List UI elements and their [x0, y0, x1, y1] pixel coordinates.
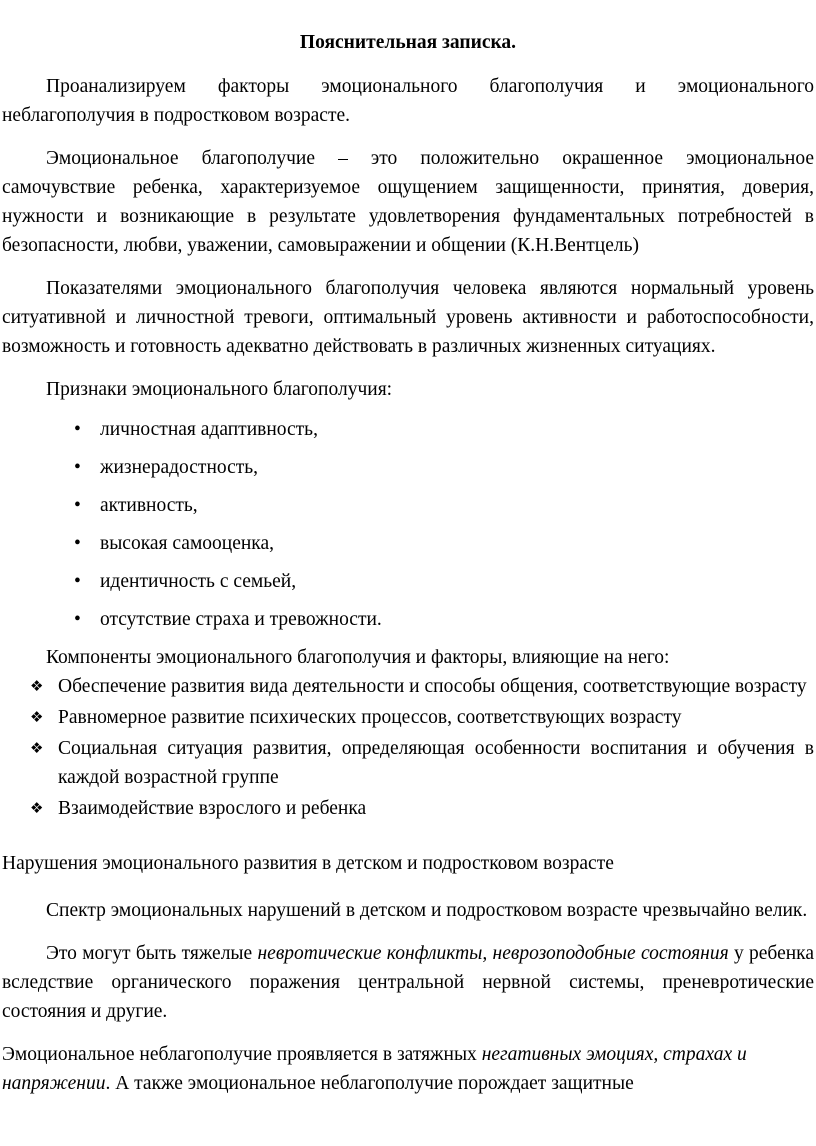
list-item-text: активность,: [100, 495, 198, 516]
list-item-text: личностная адаптивность,: [100, 419, 318, 440]
list-item: [2, 567, 814, 596]
list-item: [2, 794, 814, 823]
manifestation-text-end: . А также эмоциональное неблагополучие порождает защитные: [105, 1073, 634, 1094]
list-item: [2, 734, 814, 792]
bullet-icon: •: [74, 533, 81, 554]
list-item: [2, 453, 814, 482]
diamond-bullet-icon: ❖: [30, 677, 44, 695]
list-item: [2, 491, 814, 520]
disorders-paragraph: [2, 939, 814, 1026]
disorders-italic: невротические конфликты, неврозоподобные состояния: [257, 943, 729, 964]
list-item-text: жизнерадостность,: [100, 457, 259, 478]
diamond-bullet-icon: ❖: [30, 708, 44, 726]
document-title: Пояснительная записка.: [299, 32, 517, 53]
definition-paragraph: Эмоциональное благополучие – это положительно окрашенное эмоциональное самочувствие ребенка, характеризуемое ощущением защищенности, принятия, доверия, нужности и возникающие в результате удовлетворения фундаментальных потребностей в безопасности, любви, уважении, самовыражении и общении (К.Н.Вентцель): [2, 148, 814, 256]
list-item: [2, 605, 814, 634]
bullet-icon: •: [74, 571, 81, 592]
list-item-text: Взаимодействие взрослого и ребенка: [58, 798, 367, 819]
diamond-bullet-icon: ❖: [30, 799, 44, 817]
spectrum-paragraph: Спектр эмоциональных нарушений в детском и подростковом возрасте чрезвычайно велик.: [46, 900, 808, 921]
manifestation-text-start: Эмоциональное неблагополучие проявляется в затяжных: [2, 1044, 482, 1065]
diamond-bullet-icon: ❖: [30, 739, 44, 757]
list-item: [2, 672, 814, 701]
list-item: [2, 415, 814, 444]
list-item: [2, 703, 814, 732]
manifestation-italic: негативных эмоциях, страхах и напряжении: [2, 1044, 747, 1094]
list-item-text: Обеспечение развития вида деятельности и способы общения, соответствующие возрасту: [58, 676, 807, 697]
list-item-text: Социальная ситуация развития, определяющая особенности воспитания и обучения в каждой возрастной группе: [58, 738, 814, 788]
indicators-paragraph: Показателями эмоционального благополучия человека являются нормальный уровень ситуативной и личностной тревоги, оптимальный уровень активности и работоспособности, возможность и готовность адекватно действовать в различных жизненных ситуациях.: [2, 278, 814, 357]
signs-heading: Признаки эмоционального благополучия:: [46, 379, 393, 400]
signs-list: [2, 415, 814, 634]
intro-paragraph: Проанализируем факторы эмоционального благополучия и эмоционального неблагополучия в подростковом возрасте.: [2, 76, 814, 126]
bullet-icon: •: [74, 457, 81, 478]
bullet-icon: •: [74, 495, 81, 516]
list-item-text: отсутствие страха и тревожности.: [100, 609, 382, 630]
list-item: [2, 529, 814, 558]
manifestation-paragraph: [2, 1040, 814, 1098]
components-heading: Компоненты эмоционального благополучия и факторы, влияющие на него:: [46, 647, 670, 668]
disorders-text-start: Это могут быть тяжелые: [46, 943, 258, 964]
section-heading: Нарушения эмоционального развития в детском и подростковом возрасте: [2, 853, 614, 874]
list-item-text: идентичность с семьей,: [100, 571, 297, 592]
bullet-icon: •: [74, 419, 81, 440]
disorders-text-end: у ребенка вследствие органического поражения центральной нервной системы, преневротические состояния и другие.: [2, 943, 815, 1022]
bullet-icon: •: [74, 609, 81, 630]
list-item-text: Равномерное развитие психических процессов, соответствующих возрасту: [58, 707, 682, 728]
components-list: [2, 672, 814, 823]
list-item-text: высокая самооценка,: [100, 533, 275, 554]
